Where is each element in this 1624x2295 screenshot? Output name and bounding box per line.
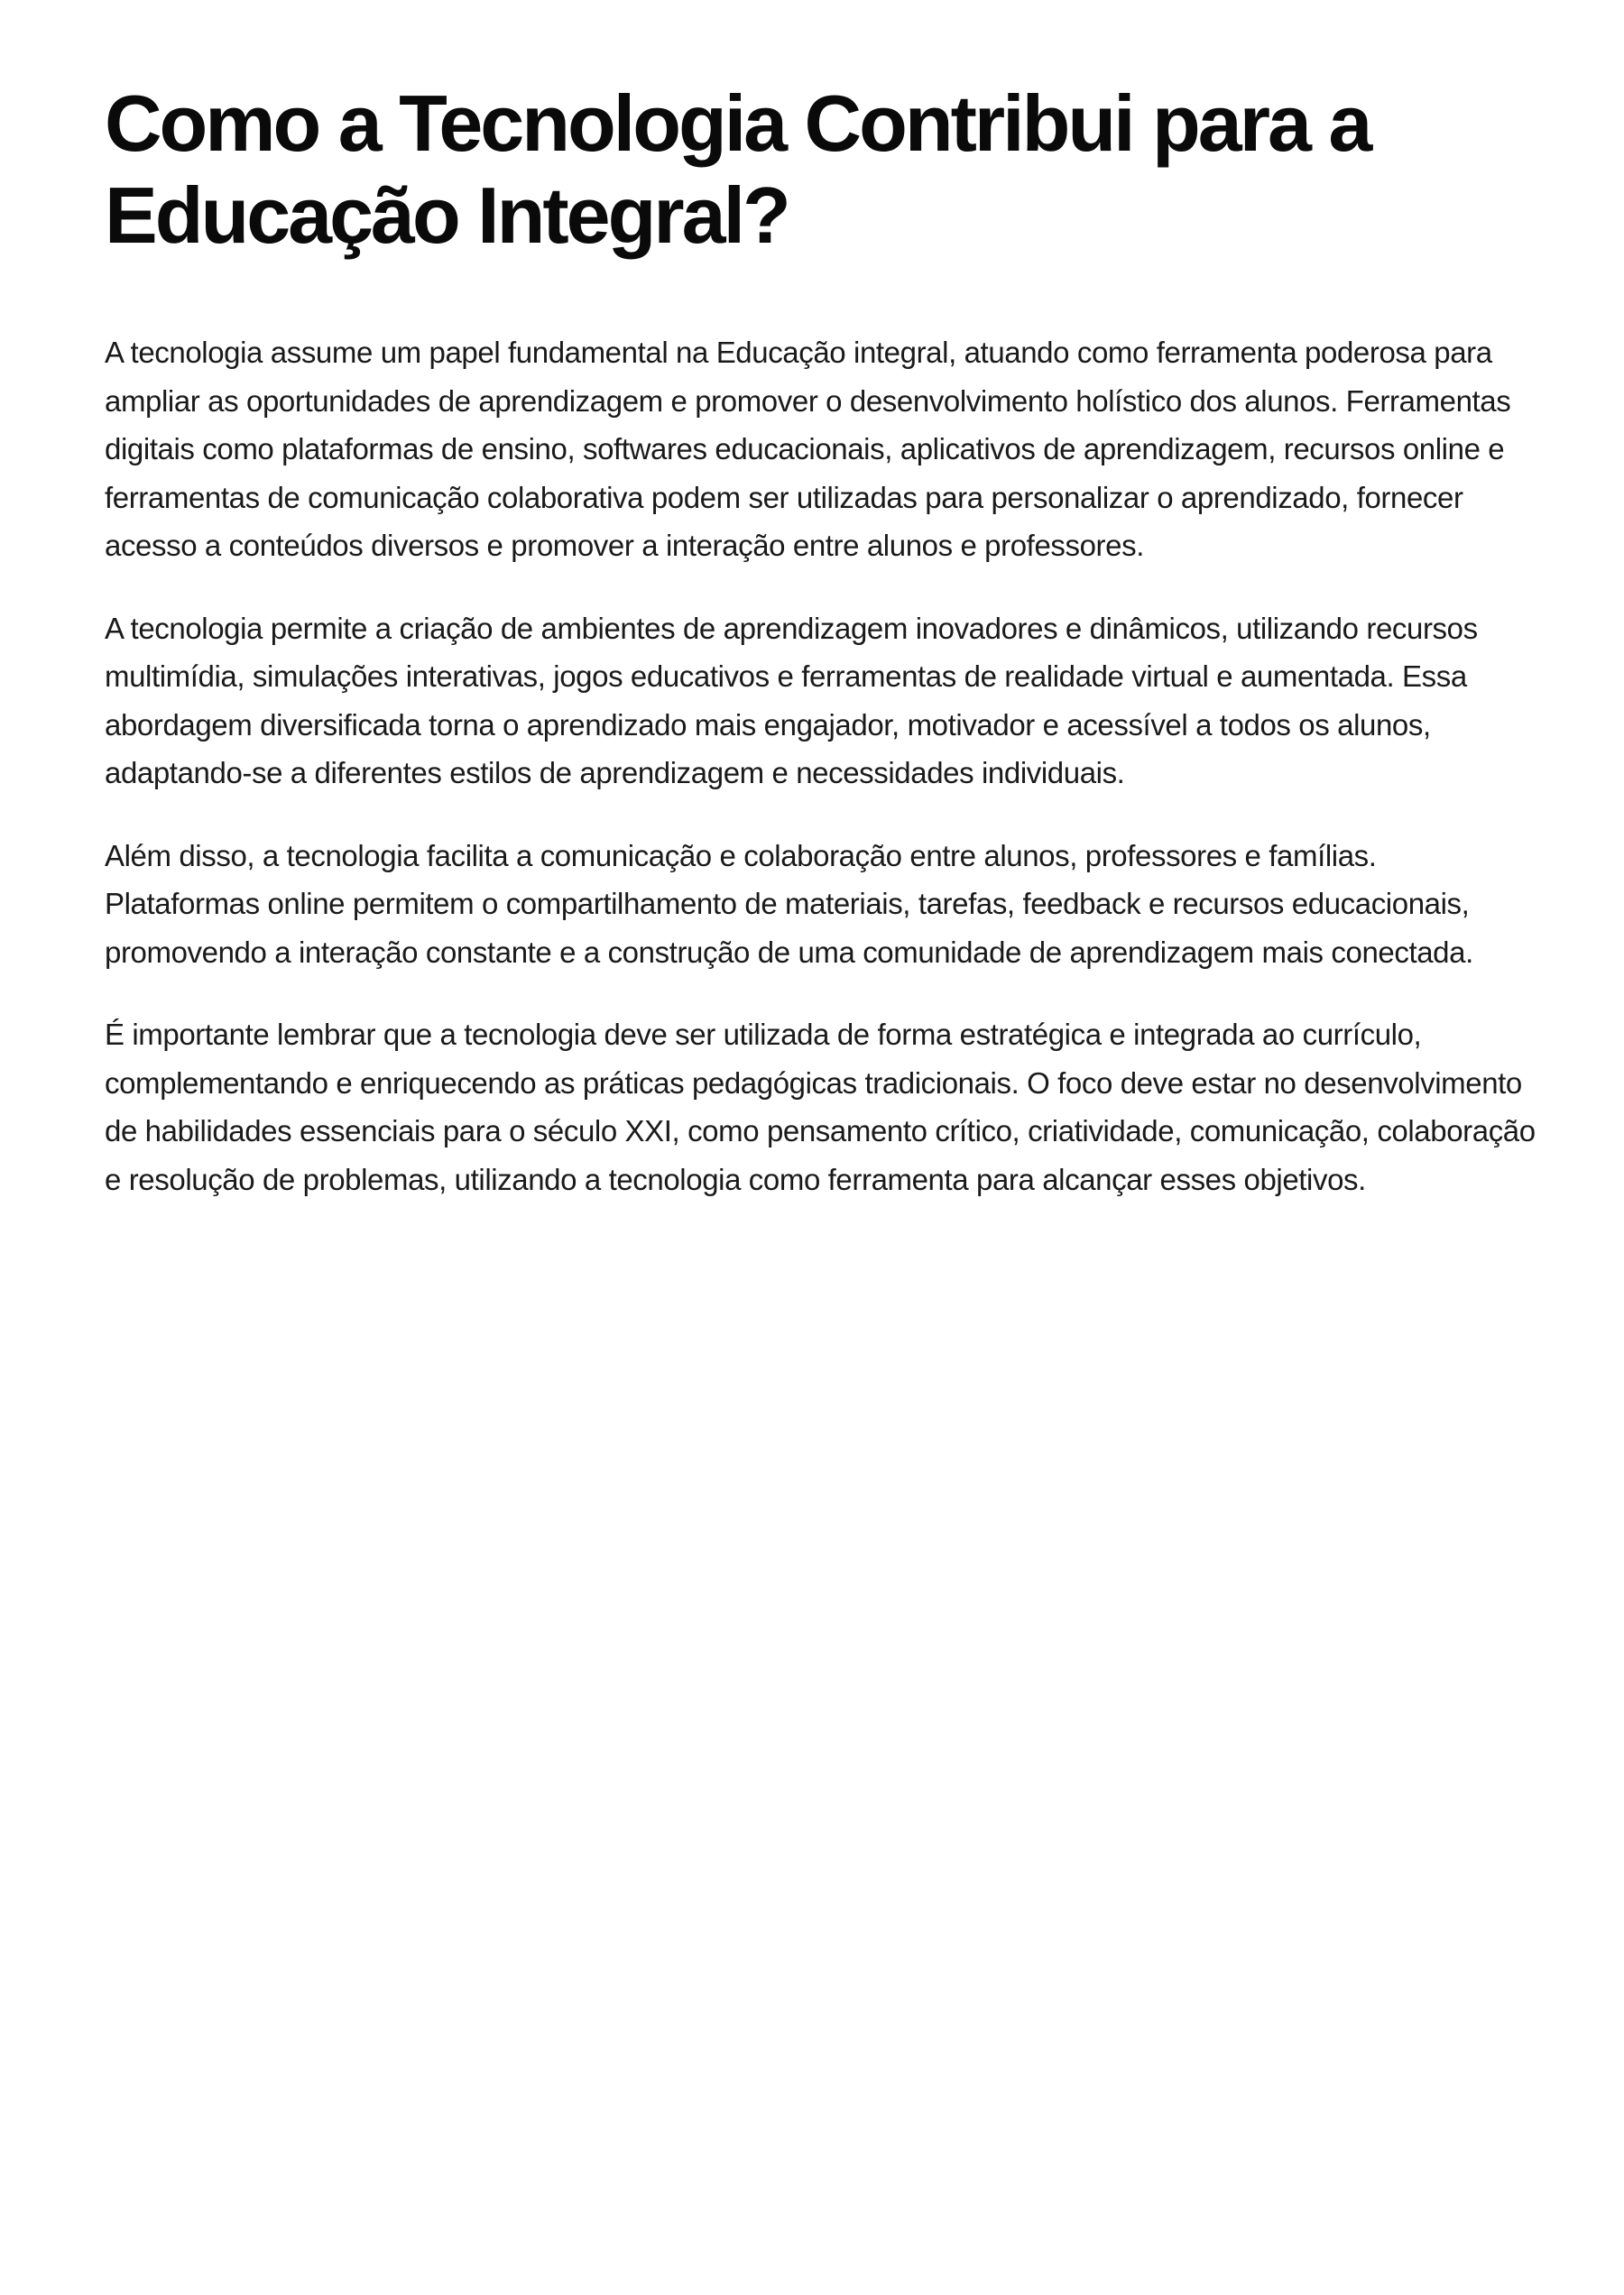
- paragraph-4: É importante lembrar que a tecnologia deve ser utilizada de forma estratégica e integrada ao currículo, complementando e enriquecendo as práticas pedagógicas tradicionais. O foco deve estar no desenvolvimento de habilidades essenciais para o século XXI, como pensamento crítico, criatividade, comunicação, colaboração e resolução de problemas, utilizando a tecnologia como ferramenta para alcançar esses objetivos.: [105, 1018, 1536, 1196]
- page-title: Como a Tecnologia Contribui para a Educação Integral?: [105, 78, 1370, 260]
- document-content: [105, 78, 1536, 1238]
- paragraph-2: A tecnologia permite a criação de ambientes de aprendizagem inovadores e dinâmicos, utilizando recursos multimídia, simulações interativas, jogos educativos e ferramentas de realidade virtual e aumentada. Essa abordagem diversificada torna o aprendizado mais engajador, motivador e acessível a todos os alunos, adaptando-se a diferentes estilos de aprendizagem e necessidades individuais.: [105, 611, 1478, 789]
- paragraph-1: A tecnologia assume um papel fundamental na Educação integral, atuando como ferramenta poderosa para ampliar as oportunidades de aprendizagem e promover o desenvolvimento holístico dos alunos. Ferramentas digitais como plataformas de ensino, softwares educacionais, aplicativos de aprendizagem, recursos online e ferramentas de comunicação colaborativa podem ser utilizadas para personalizar o aprendizado, fornecer acesso a conteúdos diversos e promover a interação entre alunos e professores.: [105, 336, 1511, 562]
- paragraph-3: Além disso, a tecnologia facilita a comunicação e colaboração entre alunos, professores e famílias. Plataformas online permitem o compartilhamento de materiais, tarefas, feedback e recursos educacionais, promovendo a interação constante e a construção de uma comunidade de aprendizagem mais conectada.: [105, 838, 1473, 969]
